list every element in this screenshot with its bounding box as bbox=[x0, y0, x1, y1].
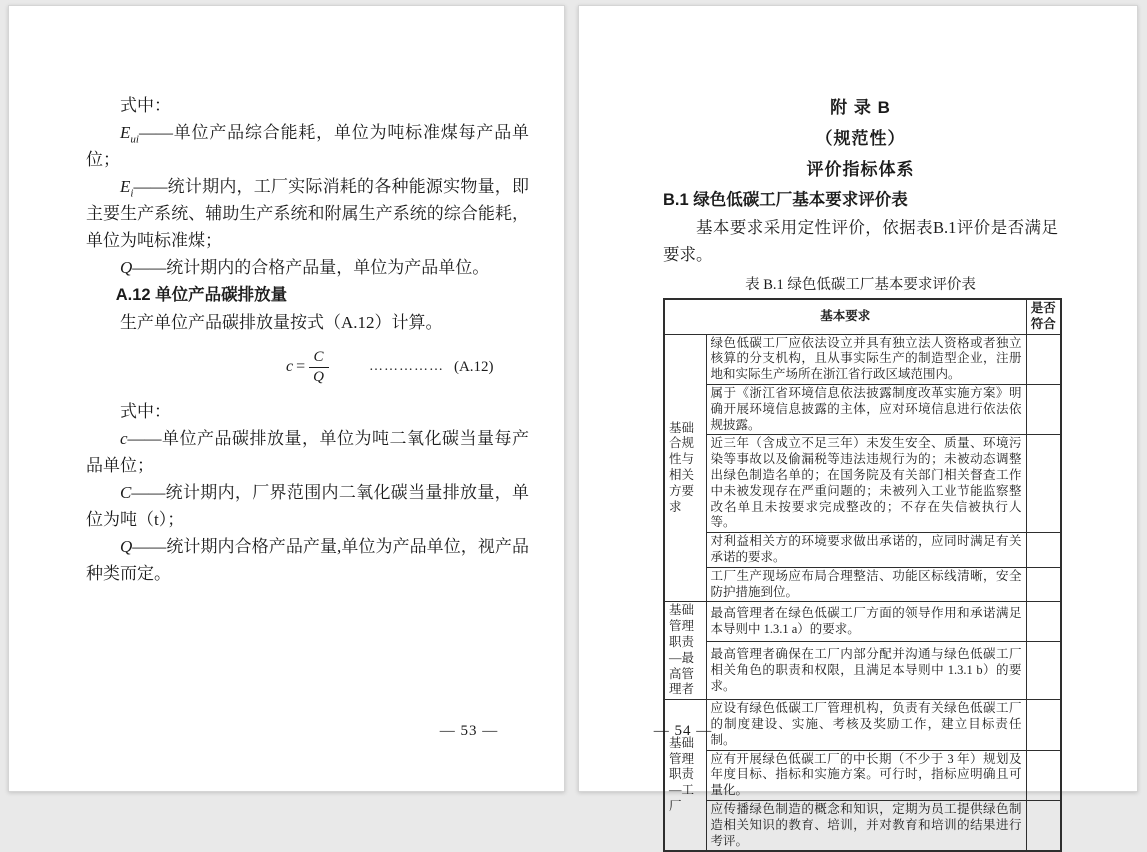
variable-subscript: i bbox=[130, 187, 134, 200]
requirement-cell: 对利益相关方的环境要求做出承诺的，应同时满足有关承诺的要求。 bbox=[706, 533, 1026, 568]
formula-dot-leader: …………… bbox=[368, 359, 444, 374]
appendix-title: 附 录 B bbox=[830, 98, 891, 117]
formula-fraction bbox=[308, 348, 329, 387]
table-row bbox=[664, 384, 1061, 434]
formula-a12 bbox=[286, 344, 529, 390]
variable-subscript: ui bbox=[130, 133, 139, 146]
page-53 bbox=[8, 5, 565, 792]
table-header-row bbox=[664, 299, 1061, 334]
variable-q: Q bbox=[120, 258, 133, 277]
variable-e: E bbox=[120, 177, 131, 196]
category-top-management: 基础管理职责—最高管理者 bbox=[664, 602, 706, 700]
variable-e: E bbox=[120, 123, 131, 142]
definition-q bbox=[86, 533, 529, 587]
table-row bbox=[664, 750, 1061, 800]
section-heading-b1: B.1 绿色低碳工厂基本要求评价表 bbox=[663, 191, 908, 209]
check-cell bbox=[1026, 602, 1061, 642]
formula-denominator: Q bbox=[313, 368, 324, 385]
requirement-cell: 应有开展绿色低碳工厂的中长期（不少于 3 年）规划及年度目标、指标和实施方案。可行时，指标应明确且可量化。 bbox=[706, 750, 1026, 800]
check-cell bbox=[1026, 750, 1061, 800]
category-factory-management: 基础管理职责—工厂 bbox=[664, 700, 706, 852]
check-cell bbox=[1026, 700, 1061, 750]
heading-a12: A.12 单位产品碳排放量 bbox=[115, 286, 288, 304]
definition-ei bbox=[86, 173, 529, 254]
table-row bbox=[664, 800, 1061, 851]
check-cell bbox=[1026, 800, 1061, 851]
table-row bbox=[664, 567, 1061, 602]
table-row bbox=[664, 533, 1061, 568]
check-cell bbox=[1026, 435, 1061, 533]
definition-eui bbox=[86, 119, 529, 173]
check-cell bbox=[1026, 567, 1061, 602]
requirement-cell: 近三年（含成立不足三年）未发生安全、质量、环境污染等事故以及偷漏税等违法违规行为的；未被动态调整出绿色制造名单的；在国务院及有关部门相关督查工作中未被发现存在严重问题的；未被列入工业节能监察整改名单且未按要求完成整改的；不存在失信被执行人等。 bbox=[706, 435, 1026, 533]
variable-c: c bbox=[120, 429, 128, 448]
definition-c-lower bbox=[86, 425, 529, 479]
requirement-cell: 工厂生产现场应布局合理整洁、功能区标线清晰，安全防护措施到位。 bbox=[706, 567, 1026, 602]
definition-q bbox=[86, 254, 529, 281]
page-number-54: — 54 — bbox=[653, 723, 713, 739]
definition-text: ——统计期内的合格产品量，单位为产品单位。 bbox=[132, 258, 490, 277]
requirement-cell: 应传播绿色制造的概念和知识，定期为员工提供绿色制造相关知识的教育、培训，并对教育和培训的结果进行考评。 bbox=[706, 800, 1026, 851]
check-cell bbox=[1026, 384, 1061, 434]
table-row bbox=[664, 435, 1061, 533]
definition-text: ——统计期内，工厂实际消耗的各种能源实物量，即主要生产系统、辅助生产系统和附属生产系统的综合能耗，单位为吨标准煤； bbox=[86, 177, 529, 250]
check-cell bbox=[1026, 533, 1061, 568]
variable-q: Q bbox=[120, 537, 133, 556]
definition-text: ——单位产品综合能耗，单位为吨标准煤每产品单位； bbox=[86, 123, 529, 169]
definition-text: ——单位产品碳排放量，单位为吨二氧化碳当量每产品单位； bbox=[86, 429, 529, 475]
appendix-normative-label: （规范性） bbox=[815, 129, 906, 148]
formula-intro-label: 式中： bbox=[120, 96, 171, 115]
page-54 bbox=[578, 5, 1138, 848]
table-row bbox=[664, 334, 1061, 384]
table-row bbox=[664, 642, 1061, 700]
check-cell bbox=[1026, 334, 1061, 384]
table-row bbox=[664, 602, 1061, 642]
requirement-cell: 最高管理者在绿色低碳工厂方面的领导作用和承诺满足本导则中 1.3.1 a）的要求。 bbox=[706, 602, 1026, 642]
table-caption: 表 B.1 绿色低碳工厂基本要求评价表 bbox=[745, 277, 976, 293]
definition-text: ——统计期内合格产品产量,单位为产品单位，视产品种类而定。 bbox=[86, 537, 529, 583]
category-compliance: 基础合规性与相关方要求 bbox=[664, 334, 706, 602]
page-number-53: — 53 — bbox=[439, 723, 499, 739]
requirement-cell: 最高管理者确保在工厂内部分配并沟通与绿色低碳工厂相关角色的职责和权限，且满足本导则中 1.3.1 b）的要求。 bbox=[706, 642, 1026, 700]
calc-paragraph: 生产单位产品碳排放量按式（A.12）计算。 bbox=[120, 313, 443, 332]
formula-numerator: C bbox=[309, 348, 329, 368]
header-basic-requirements: 基本要求 bbox=[664, 299, 1026, 334]
requirement-cell: 属于《浙江省环境信息依法披露制度改革实施方案》明确开展环境信息披露的主体，应对环境信息进行依法依规披露。 bbox=[706, 384, 1026, 434]
header-compliant: 是否符合 bbox=[1026, 299, 1061, 334]
check-cell bbox=[1026, 642, 1061, 700]
requirement-cell: 绿色低碳工厂应依法设立并具有独立法人资格或者独立核算的分支机构，且从事实际生产的制造型企业，注册地和实际生产场所在浙江省行政区域范围内。 bbox=[706, 334, 1026, 384]
formula-equals: = bbox=[296, 358, 306, 375]
appendix-subtitle: 评价指标体系 bbox=[806, 160, 915, 179]
variable-c: C bbox=[120, 483, 132, 502]
formula-lhs: c bbox=[286, 358, 294, 375]
requirement-cell: 应设有绿色低碳工厂管理机构，负责有关绿色低碳工厂的制度建设、实施、考核及奖励工作，建立目标责任制。 bbox=[706, 700, 1026, 750]
definition-c-upper bbox=[86, 479, 529, 533]
definition-text: ——统计期内，厂界范围内二氧化碳当量排放量，单位为吨（t）； bbox=[86, 483, 529, 529]
formula-intro-label: 式中： bbox=[120, 402, 171, 421]
section-intro: 基本要求采用定性评价，依据表B.1评价是否满足要求。 bbox=[663, 218, 1058, 264]
basic-requirements-table bbox=[663, 298, 1062, 852]
formula-label: (A.12) bbox=[453, 358, 494, 375]
